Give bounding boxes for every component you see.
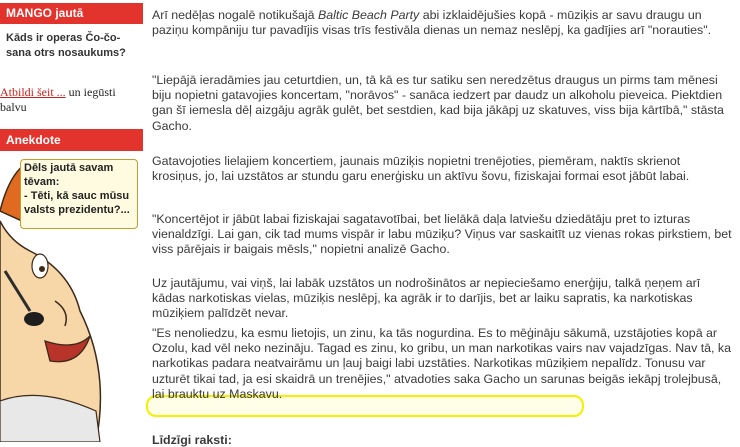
joke-line-1: Dēls jautā savam tēvam:	[24, 162, 114, 188]
event-name: Baltic Beach Party	[318, 8, 420, 22]
quiz-answer	[0, 85, 140, 115]
p1-text-after: abi izklaidējušies kopā - mūziķis ar savu draugu un paziņu kompāniju tur pavadījis visas trīs festivāla dienas un nemaz neslēpj, ka gadījies arī "norauties".	[152, 8, 712, 38]
sidebar	[0, 0, 143, 442]
article-paragraph-3: Gatavojoties lielajiem koncertiem, jaunais mūziķis nopietni trenējoties, piemēram, naktīs skrienot krosiņus, jo, lai uzstātos ar stundu garu enerģisku un aktīvu šovu, fiziskajai formai esot jābūt labai.	[152, 154, 690, 184]
article-paragraph-1	[152, 8, 732, 38]
joke-text	[24, 161, 139, 217]
article-paragraph-6: "Es nenoliedzu, ka esmu lietojis, un zinu, ka tās nogurdina. Es to mēģināju sākumā, uzstājoties kopā ar Ozolu, kad vēl neko nezināju. Tagad es zinu, ko gribu, un man narkotikas vairs nav vajadzīgas. Nav tā, ka narkotikas padara neatvairāmu un ļauj baigi labi uzstāties. Narkotikas mūziķiem nepalīdz. Tonusu var uzturēt tikai tad, ja esi skaidrā un trenējies," atvadoties saka Gacho un sarunas beigās iekāpj trolejbusā, lai brauktu uz Maskavu.	[152, 326, 732, 401]
mango-widget-header	[0, 3, 143, 24]
related-articles-heading: Līdzīgi raksti:	[152, 433, 232, 447]
anekdote-header-title: Anekdote	[6, 133, 61, 147]
p1-text-before: Arī nedēļas nogalē notikušajā	[152, 8, 319, 22]
answer-suffix: un iegūsti balvu	[0, 85, 116, 114]
anekdote-widget-header	[0, 129, 143, 151]
article-paragraph-4: "Koncertējot ir jābūt labai fiziskajai sagatavotībai, bet lielākā daļa latviešu dziedātāju pret to izturas vienaldzīgi. Lai gan, cik tad mums vispār ir labu mūziķu? Viņus var saskaitīt uz vienas rokas pirkstiem, bet viss pārējais ir baigais mēsls," nopietni analizē Gacho.	[152, 212, 732, 257]
article-paragraph-5: Uz jautājumu, vai viņš, lai labāk uzstātos un nodrošinātos ar nepieciešamo enerģiju, talkā ņeņem arī kādas narkotiskas vielas, mūziķis neslēpj, ka agrāk ir to darījis, bet ar laiku sapratis, ka narkotiskas mūziķiem palīdzēt nevar.	[152, 276, 701, 321]
joke-line-2: - Tēti, kā sauc mūsu valsts prezidentu?...	[24, 190, 130, 216]
answer-link[interactable]: Atbildi šeit ...	[0, 85, 66, 99]
quiz-question: Kāds ir operas Čo-čo-sana otrs nosaukums?	[6, 32, 126, 59]
mango-header-title: MANGO jautā	[6, 6, 84, 20]
article-paragraph-2: "Liepājā ieradāmies jau ceturtdien, un, tā kā es tur satiku sen neredzētus draugus un pirms tam mēnesi biju nopietni gatavojies koncertam, "norāvos" - sanāca iedzert par daudz un alkoholu pieveica. Piektdien gan šī iemesla dēļ aizgāju agrāk gulēt, bet sestdien, kad bija jākāpj uz skatuves, viss bija kārtībā," stāsta Gacho.	[152, 73, 724, 133]
